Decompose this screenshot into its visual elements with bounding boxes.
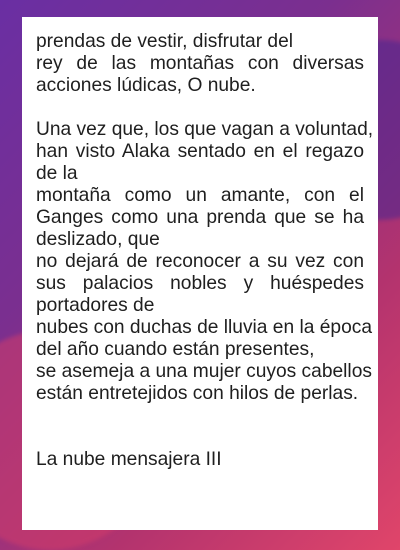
text-line: de la — [36, 163, 78, 184]
text-line: Una vez que, los que vagan a voluntad, — [36, 119, 374, 140]
caption: La nube mensajera III — [36, 449, 222, 470]
text-line: Ganges como una prenda que se ha — [36, 207, 364, 228]
text-line: no dejará de reconocer a su vez con — [36, 251, 364, 272]
text-card — [22, 17, 378, 530]
text-line: se asemeja a una mujer cuyos cabellos — [36, 361, 372, 382]
text-line: nubes con duchas de lluvia en la época — [36, 317, 373, 338]
text-line: del año cuando están presentes, — [36, 339, 315, 360]
text-line: portadores de — [36, 295, 155, 316]
text-line: prendas de vestir, disfrutar del — [36, 31, 294, 52]
text-line: acciones lúdicas, O nube. — [36, 75, 256, 96]
paragraph-spacer — [36, 97, 364, 119]
text-line: rey de las montañas con diversas — [36, 53, 364, 74]
paragraph-1 — [36, 31, 364, 97]
text-line: han visto Alaka sentado en el regazo — [36, 141, 364, 162]
caption-spacer — [36, 405, 364, 449]
text-line: sus palacios nobles y huéspedes — [36, 273, 364, 294]
text-line: deslizado, que — [36, 229, 160, 250]
text-line: están entretejidos con hilos de perlas. — [36, 383, 359, 404]
paragraph-2 — [36, 119, 374, 405]
text-line: montaña como un amante, con el — [36, 185, 364, 206]
